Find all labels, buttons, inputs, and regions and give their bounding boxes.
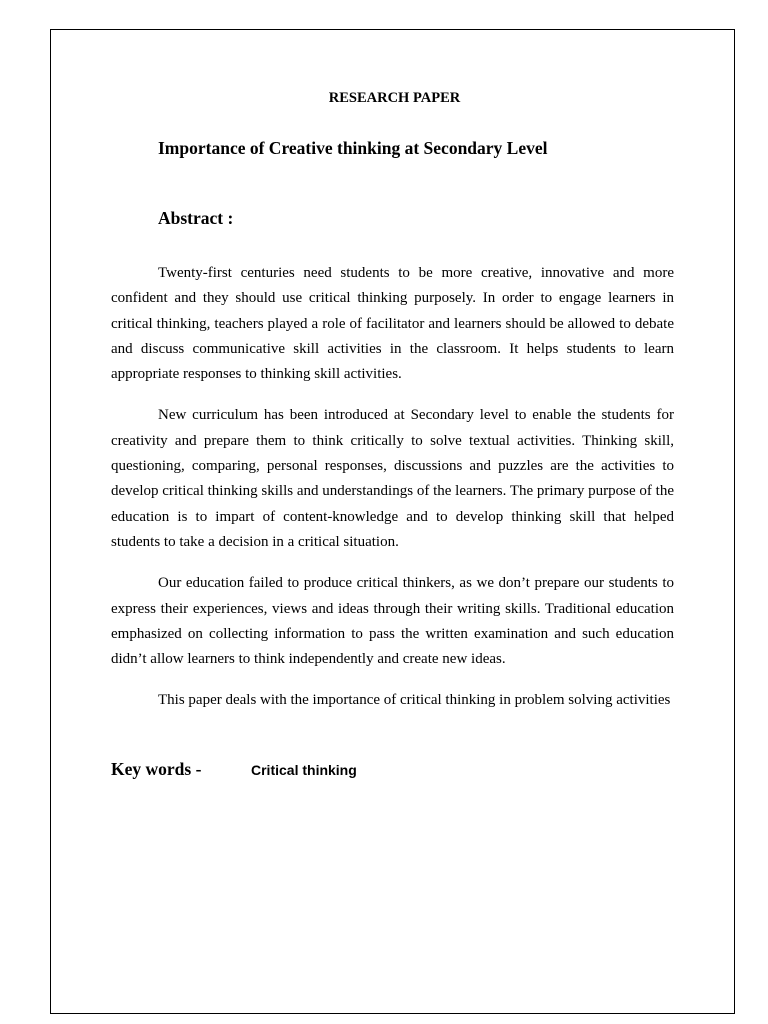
paper-title: Importance of Creative thinking at Secondary Level <box>158 138 548 158</box>
abstract-paragraph: Twenty-first centuries need students to be more creative, innovative and more confident and they should use critical thinking purposely. In order to engage learners in critical thinking, teachers played a role of facilitator and learners should be allowed to debate and discuss communicative skill activities in the classroom. It helps students to learn appropriate responses to thinking skill activities. <box>111 265 674 383</box>
page-frame <box>50 29 735 1014</box>
abstract-heading: Abstract : <box>158 208 234 228</box>
document-label: RESEARCH PAPER <box>328 90 461 106</box>
abstract-body <box>111 261 674 730</box>
keywords-value: Critical thinking <box>251 762 357 778</box>
abstract-paragraph: New curriculum has been introduced at Secondary level to enable the students for creativity and prepare them to think critically to solve textual activities. Thinking skill, questioning, comparing, personal responses, discussions and puzzles are the activities to develop critical thinking skills and understandings of the learners. The primary purpose of the education is to impart of content-knowledge and to develop thinking skill that helped students to take a decision in a critical situation. <box>111 407 674 550</box>
abstract-paragraph: This paper deals with the importance of critical thinking in problem solving activities <box>158 692 671 709</box>
abstract-paragraph: Our education failed to produce critical thinkers, as we don’t prepare our students to express their experiences, views and ideas through their writing skills. Traditional education emphasized on collecting information to pass the written examination and such education didn’t allow learners to think independently and create new ideas. <box>111 575 674 668</box>
keywords-row <box>111 759 357 780</box>
keywords-label: Key words - <box>111 759 202 779</box>
